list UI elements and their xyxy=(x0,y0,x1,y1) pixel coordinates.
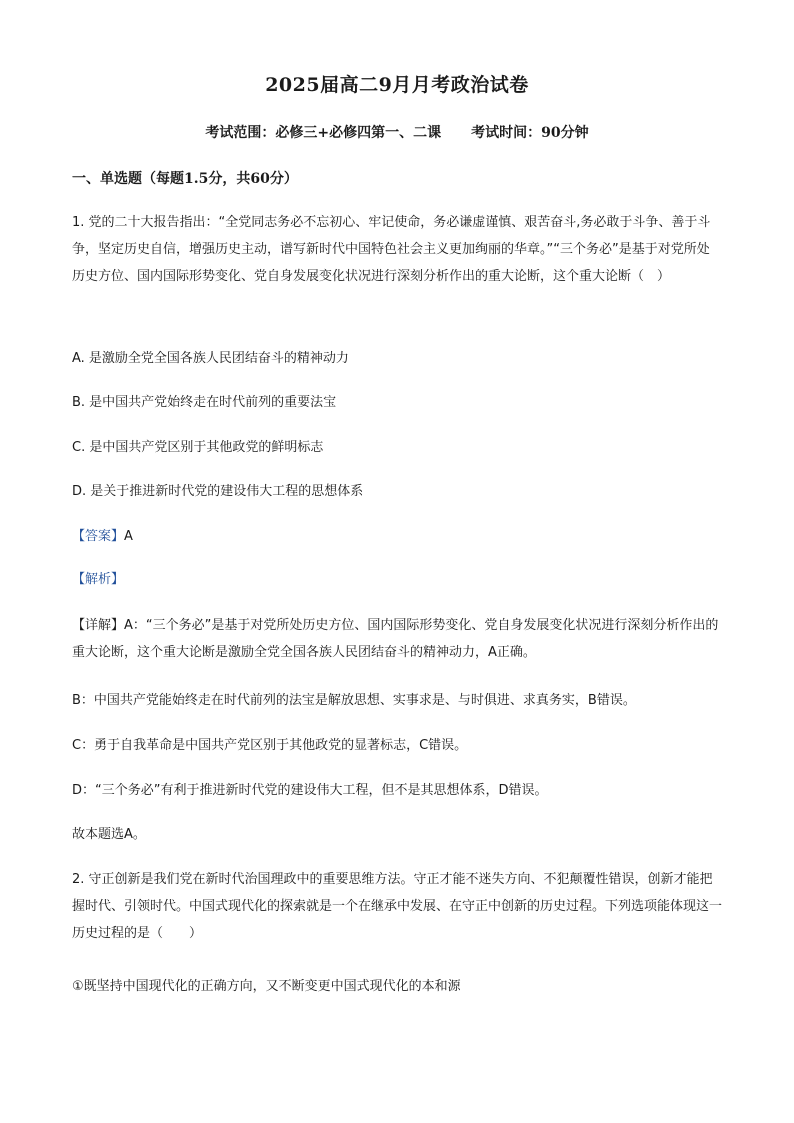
question-1-option-d: D. 是关于推进新时代党的建设伟大工程的思想体系 xyxy=(72,484,364,499)
question-1-option-c: C. 是中国共产党区别于其他政党的鲜明标志 xyxy=(72,440,324,455)
page-title: 2025届高二9月月考政治试卷 xyxy=(265,74,529,96)
answer-line xyxy=(72,523,722,550)
question-2-item-1: ①既坚持中国现代化的正确方向，又不断变更中国式现代化的本和源 xyxy=(72,979,461,994)
conclusion: 故本题选A。 xyxy=(72,827,146,842)
exam-time: 考试时间：90分钟 xyxy=(471,125,589,141)
question-2-stem: 2. 守正创新是我们党在新时代治国理政中的重要思维方法。守正才能不迷失方向、不犯颠覆性错误，创新才能把握时代、引领时代。中国式现代化的探索就是一个在继承中发展、在守正中创新的历史过程。下列选项能体现这一历史过程的是（ ） xyxy=(72,872,723,941)
exam-info xyxy=(0,122,794,142)
question-1-stem: 1. 党的二十大报告指出：“全党同志务必不忘初心、牢记使命，务必谦虚谨慎、艰苦奋斗,务必敢于斗争、善于斗争，坚定历史自信，增强历史主动，谱写新时代中国特色社会主义更加绚丽的华章。”“三个务必”是基于对党所处历史方位、国内国际形势变化、党自身发展变化状况进行深刻分析作出的重大论断，这个重大论断（ ） xyxy=(72,215,711,284)
analysis-heading xyxy=(72,566,722,593)
detail-d: D：“三个务必”有利于推进新时代党的建设伟大工程，但不是其思想体系，D错误。 xyxy=(72,783,548,798)
answer-value: A xyxy=(124,529,133,544)
answer-tag: 【答案】 xyxy=(72,529,125,544)
detail-c: C：勇于自我革命是中国共产党区别于其他政党的显著标志，C错误。 xyxy=(72,738,468,753)
detail-tag: 【详解】 xyxy=(72,618,125,633)
exam-scope: 考试范围：必修三+必修四第一、二课 xyxy=(205,125,442,141)
analysis-tag: 【解析】 xyxy=(72,572,125,587)
detail-a-text: A：“三个务必”是基于对党所处历史方位、国内国际形势变化、党自身发展变化状况进行深刻分析作出的重大论断，这个重大论断是激励全党全国各族人民团结奋斗的精神动力，A正确。 xyxy=(72,618,719,660)
detail-b: B：中国共产党能始终走在时代前列的法宝是解放思想、实事求是、与时俱进、求真务实，B错误。 xyxy=(72,693,636,708)
detail-a xyxy=(72,612,722,666)
question-1-option-b: B. 是中国共产党始终走在时代前列的重要法宝 xyxy=(72,395,337,410)
section-heading: 一、单选题（每题1.5分，共60分） xyxy=(72,171,298,187)
question-1-option-a: A. 是激励全党全国各族人民团结奋斗的精神动力 xyxy=(72,351,349,366)
